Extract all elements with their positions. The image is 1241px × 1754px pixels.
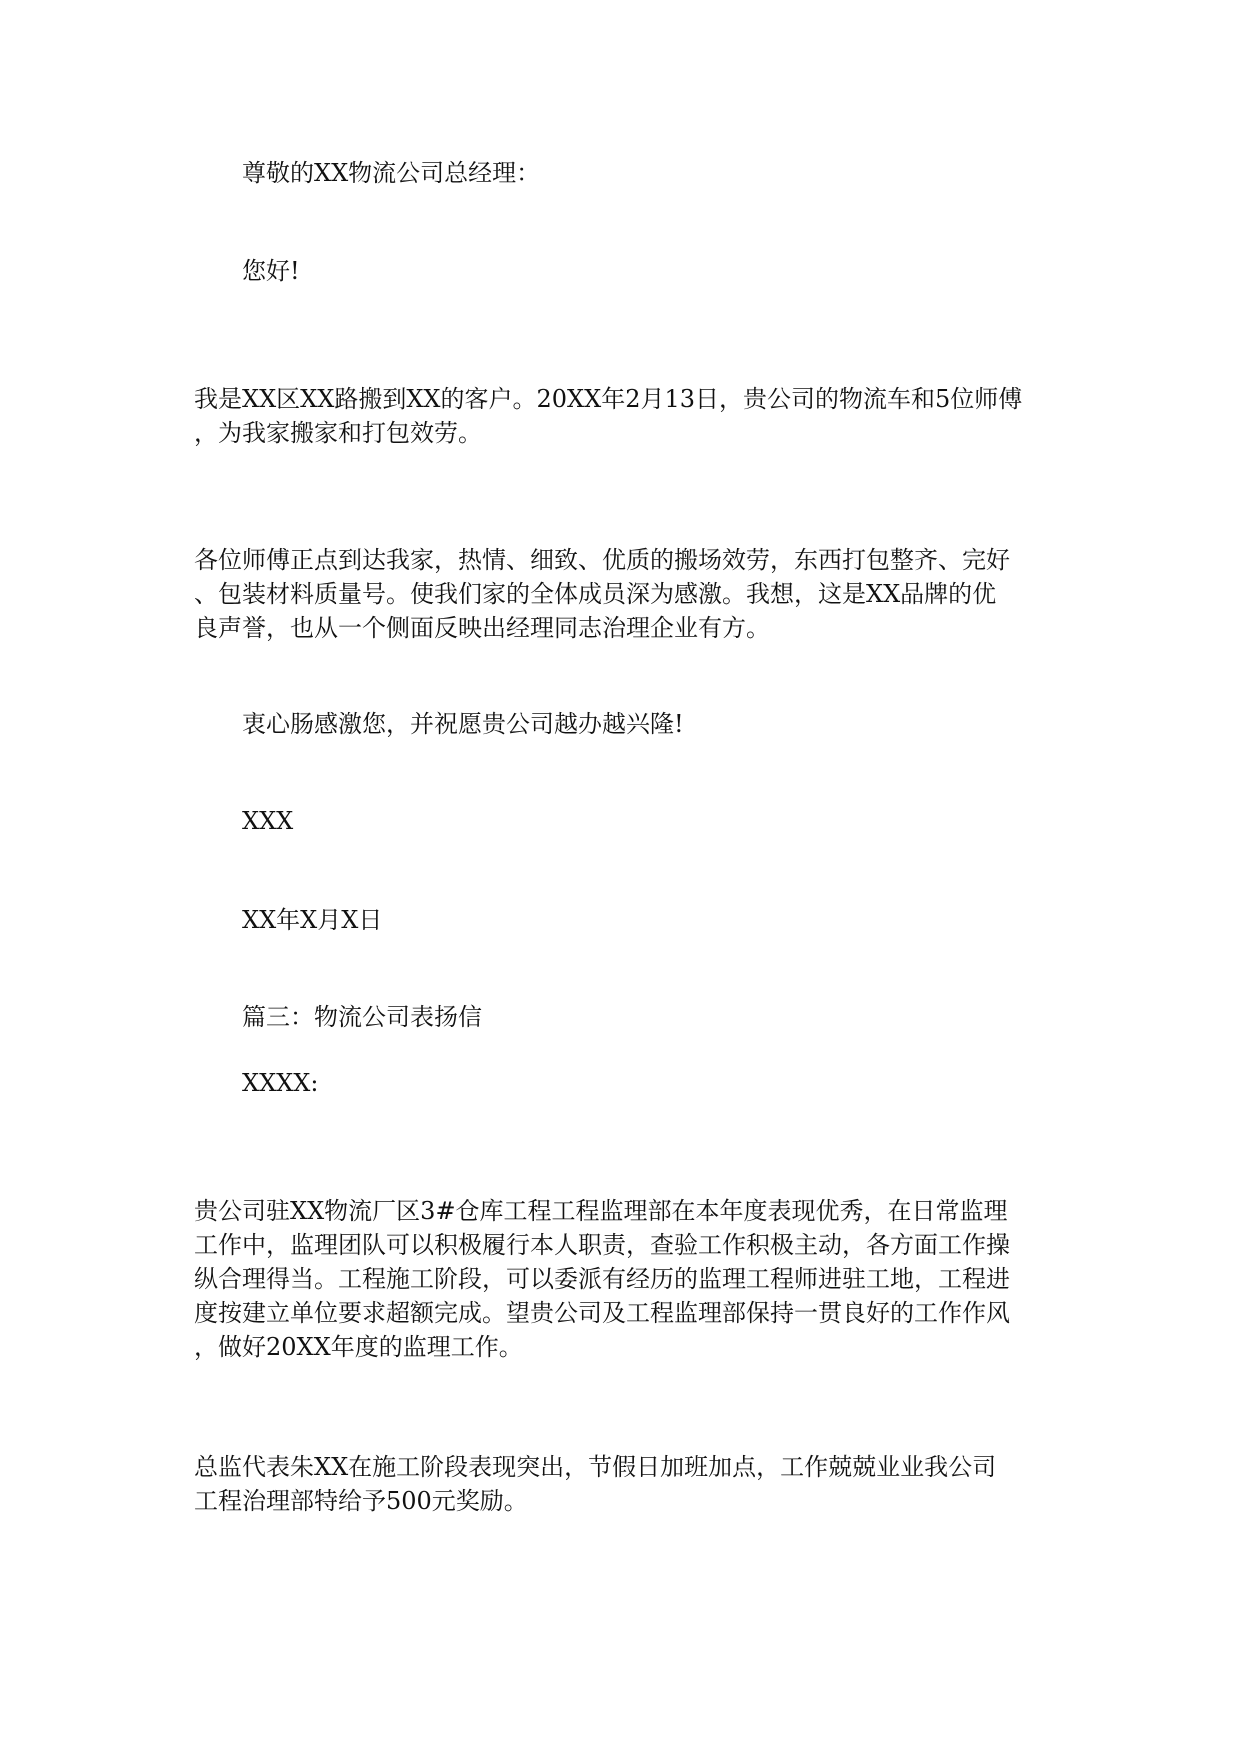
paragraph-line: 纵合理得当。工程施工阶段，可以委派有经历的监理工程师进驻工地，工程进 [194, 1265, 1010, 1293]
letter-paragraph-1 [194, 382, 1022, 450]
paragraph-line: 我是XX区XX路搬到XX的客户。20XX年2月13日，贵公司的物流车和5位师傅 [194, 385, 1023, 413]
paragraph-line: 贵公司驻XX物流厂区3#仓库工程工程监理部在本年度表现优秀，在日常监理 [194, 1197, 1008, 1225]
section-heading: 篇三：物流公司表扬信 [242, 1003, 482, 1031]
greeting: 您好! [242, 257, 300, 285]
paragraph-line: 、包装材料质量号。使我们家的全体成员深为感激。我想，这是XX品牌的优 [194, 580, 997, 608]
paragraph-line: 总监代表朱XX在施工阶段表现突出，节假日加班加点，工作兢兢业业我公司 [194, 1453, 997, 1481]
paragraph-line: 度按建立单位要求超额完成。望贵公司及工程监理部保持一贯良好的工作作风 [194, 1299, 1010, 1327]
signature: XXX [242, 807, 294, 835]
paragraph-line: 工作中，监理团队可以积极履行本人职责，查验工作积极主动，各方面工作操 [194, 1231, 1010, 1259]
letter-paragraph-2 [194, 543, 1010, 645]
paragraph-line: 各位师傅正点到达我家，热情、细致、优质的搬场效劳，东西打包整齐、完好 [194, 546, 1010, 574]
paragraph-line: ，为我家搬家和打包效劳。 [194, 419, 482, 447]
section3-paragraph-2 [194, 1450, 996, 1518]
salutation: 尊敬的XX物流公司总经理： [242, 159, 541, 187]
section3-paragraph-1 [194, 1194, 1010, 1364]
thanks-line: 衷心肠感激您，并祝愿贵公司越办越兴隆! [242, 710, 684, 738]
paragraph-line: 良声誉，也从一个侧面反映出经理同志治理企业有方。 [194, 614, 770, 642]
recipient: XXXX: [242, 1069, 319, 1097]
date: XX年X月X日 [242, 906, 383, 934]
paragraph-line: 工程治理部特给予500元奖励。 [194, 1487, 528, 1515]
paragraph-line: ，做好20XX年度的监理工作。 [194, 1333, 523, 1361]
